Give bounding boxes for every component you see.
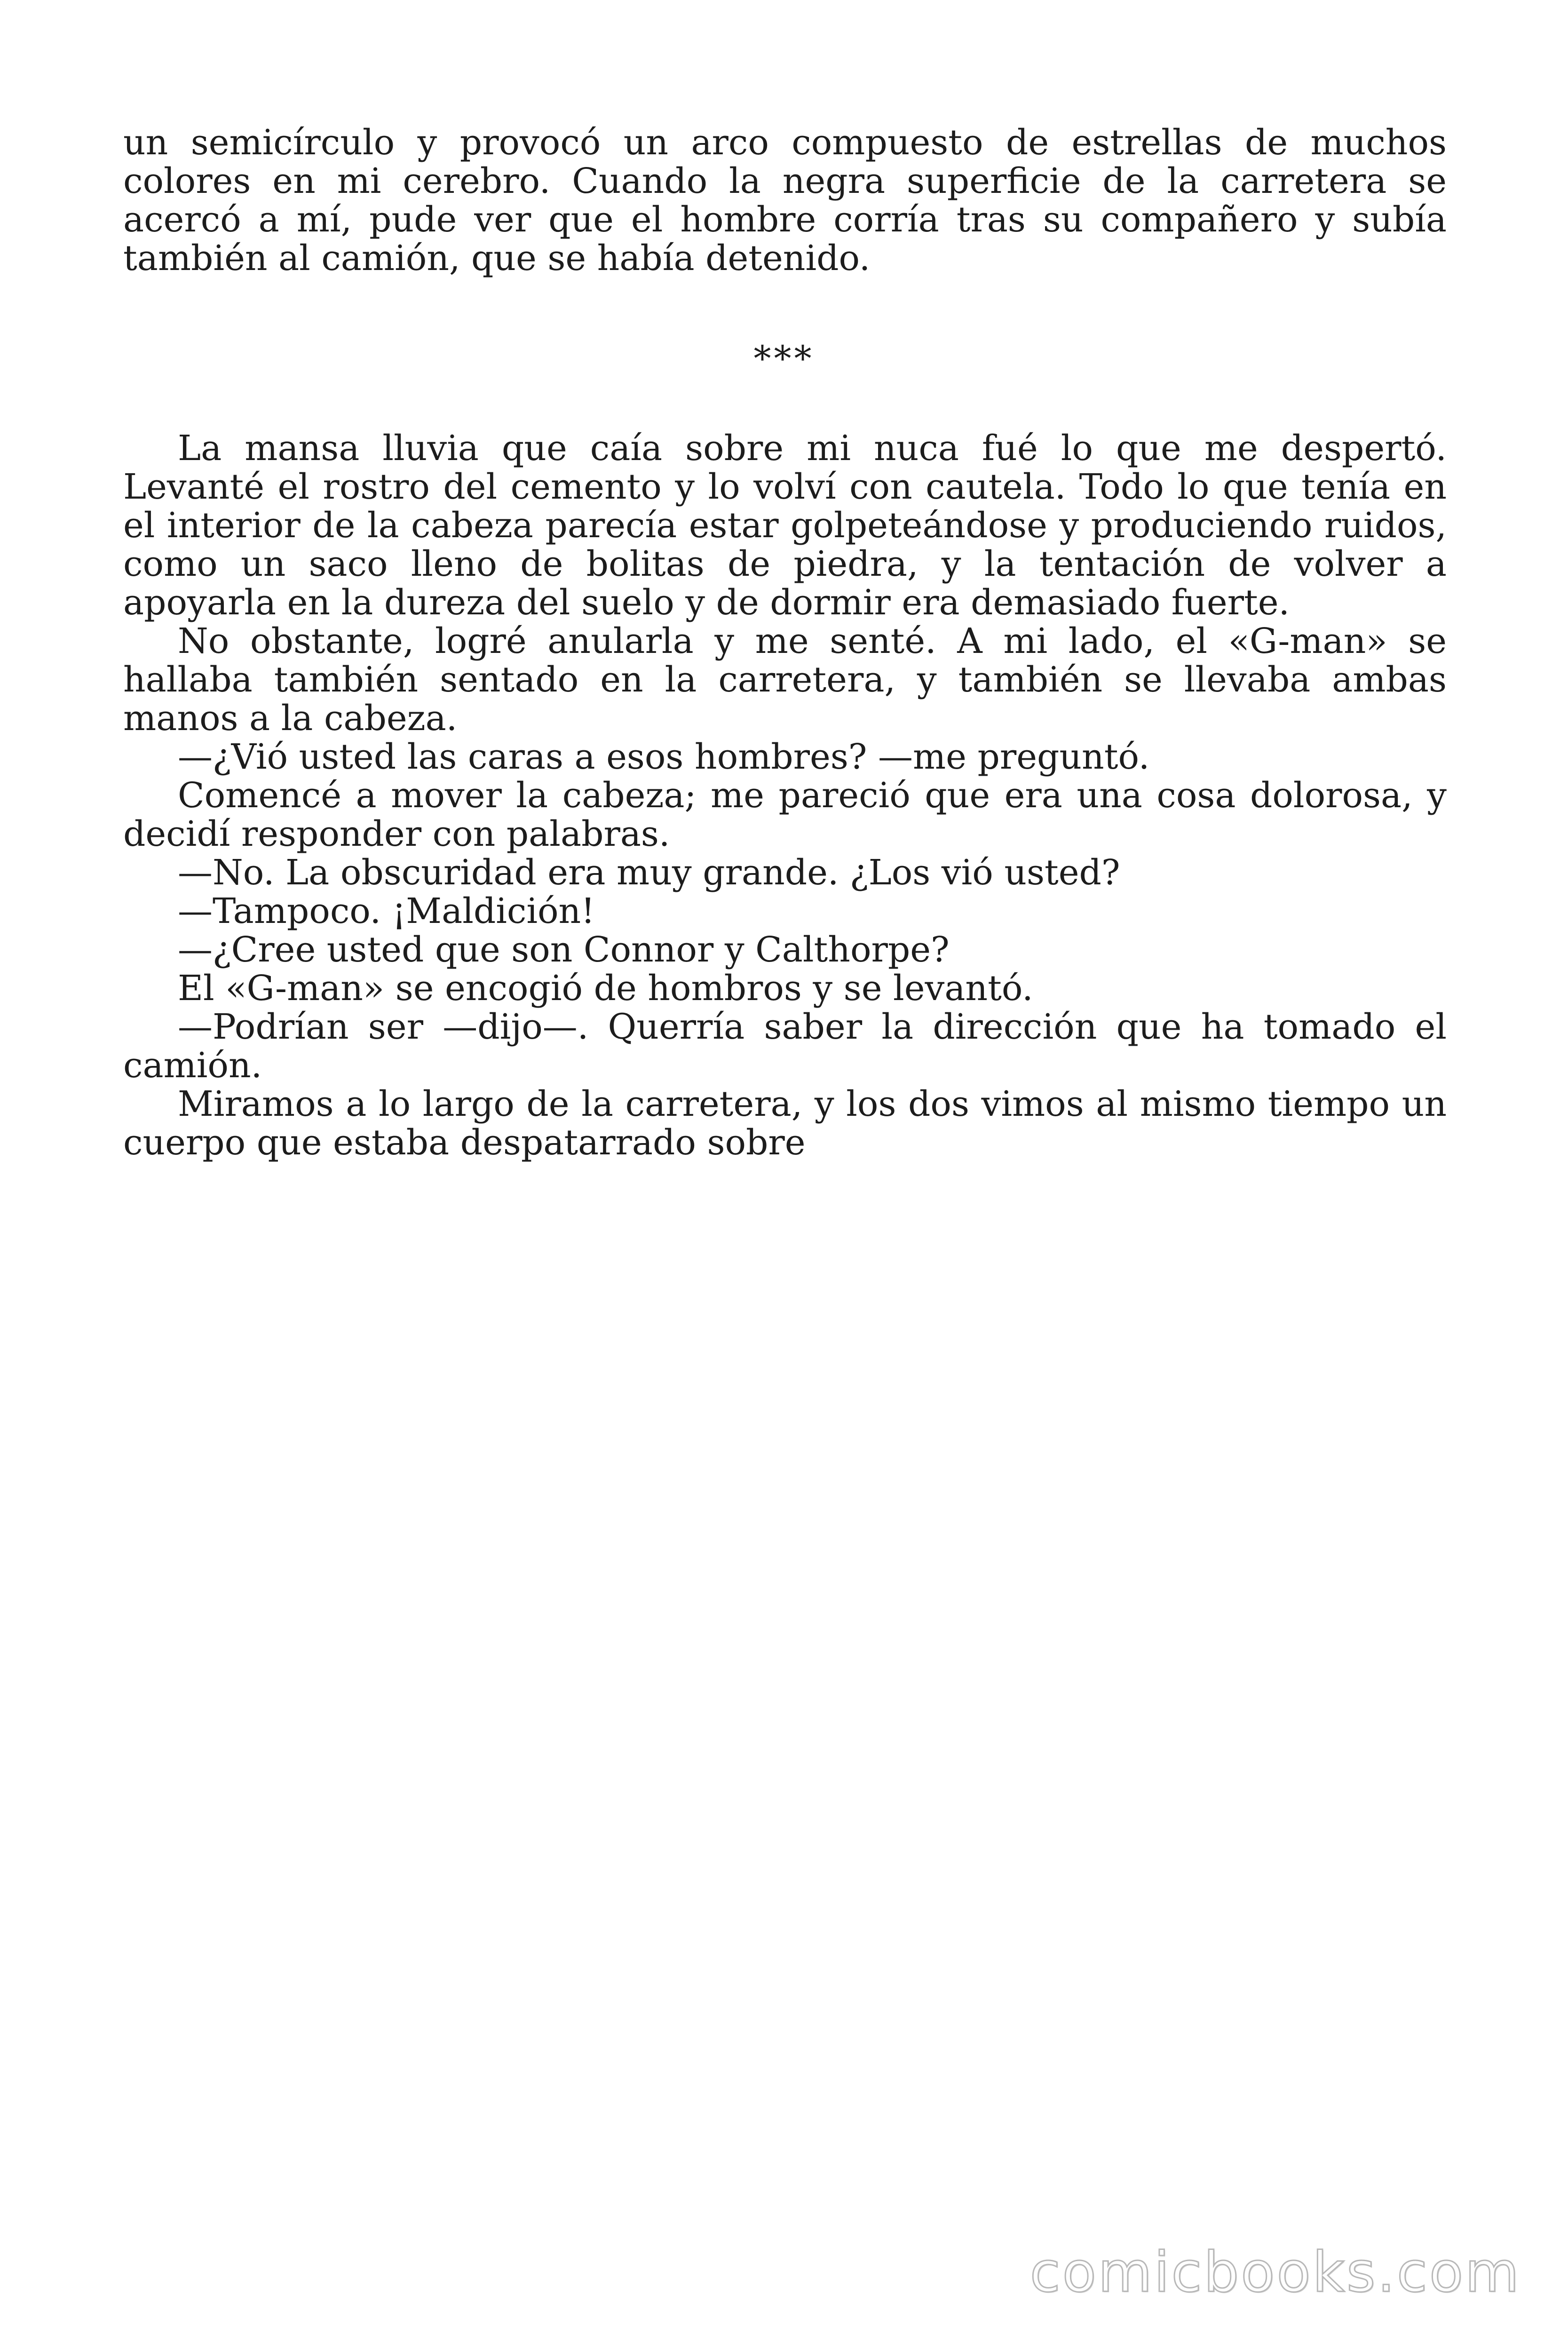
opening-paragraph: un semicírculo y provocó un arco compuesto de estrellas de muchos colores en mi cerebro. Cuando la negra superficie de la carretera se acercó a mí, pude ver que el hombre corría tras su compañero y subía también al camión, que se había detenido. <box>123 122 1447 278</box>
paragraph-5: —No. La obscuridad era muy grande. ¿Los vió usted? <box>178 852 1120 893</box>
main-text-block <box>123 429 1447 1162</box>
paragraph-8: El «G-man» se encogió de hombros y se levantó. <box>178 968 1033 1009</box>
paragraph-3: —¿Vió usted las caras a esos hombres? —me preguntó. <box>178 737 1150 777</box>
opening-text-block <box>123 123 1447 278</box>
paragraph-2: No obstante, logré anularla y me senté. A mi lado, el «G-man» se hallaba también sentado en la carretera, y también se llevaba ambas manos a la cabeza. <box>123 621 1447 739</box>
paragraph-1: La mansa lluvia que caía sobre mi nuca fué lo que me despertó. Levanté el rostro del cemento y lo volví con cautela. Todo lo que tenía en el interior de la cabeza parecía estar golpeteándose y produciendo ruidos, como un saco lleno de bolitas de piedra, y la tentación de volver a apoyarla en la dureza del suelo y de dormir era demasiado fuerte. <box>123 428 1447 623</box>
watermark-logo: comicbooks.com <box>1029 2240 1521 2304</box>
paragraph-7: —¿Cree usted que son Connor y Calthorpe? <box>178 930 950 970</box>
paragraph-6: —Tampoco. ¡Maldición! <box>178 891 595 931</box>
paragraph-10: Miramos a lo largo de la carretera, y los dos vimos al mismo tiempo un cuerpo que estaba despatarrado sobre <box>123 1084 1447 1163</box>
paragraph-4: Comencé a mover la cabeza; me pareció que era una cosa dolorosa, y decidí responder con palabras. <box>123 775 1447 854</box>
section-separator: *** <box>753 339 815 379</box>
paragraph-9: —Podrían ser —dijo—. Querría saber la dirección que ha tomado el camión. <box>123 1007 1447 1086</box>
